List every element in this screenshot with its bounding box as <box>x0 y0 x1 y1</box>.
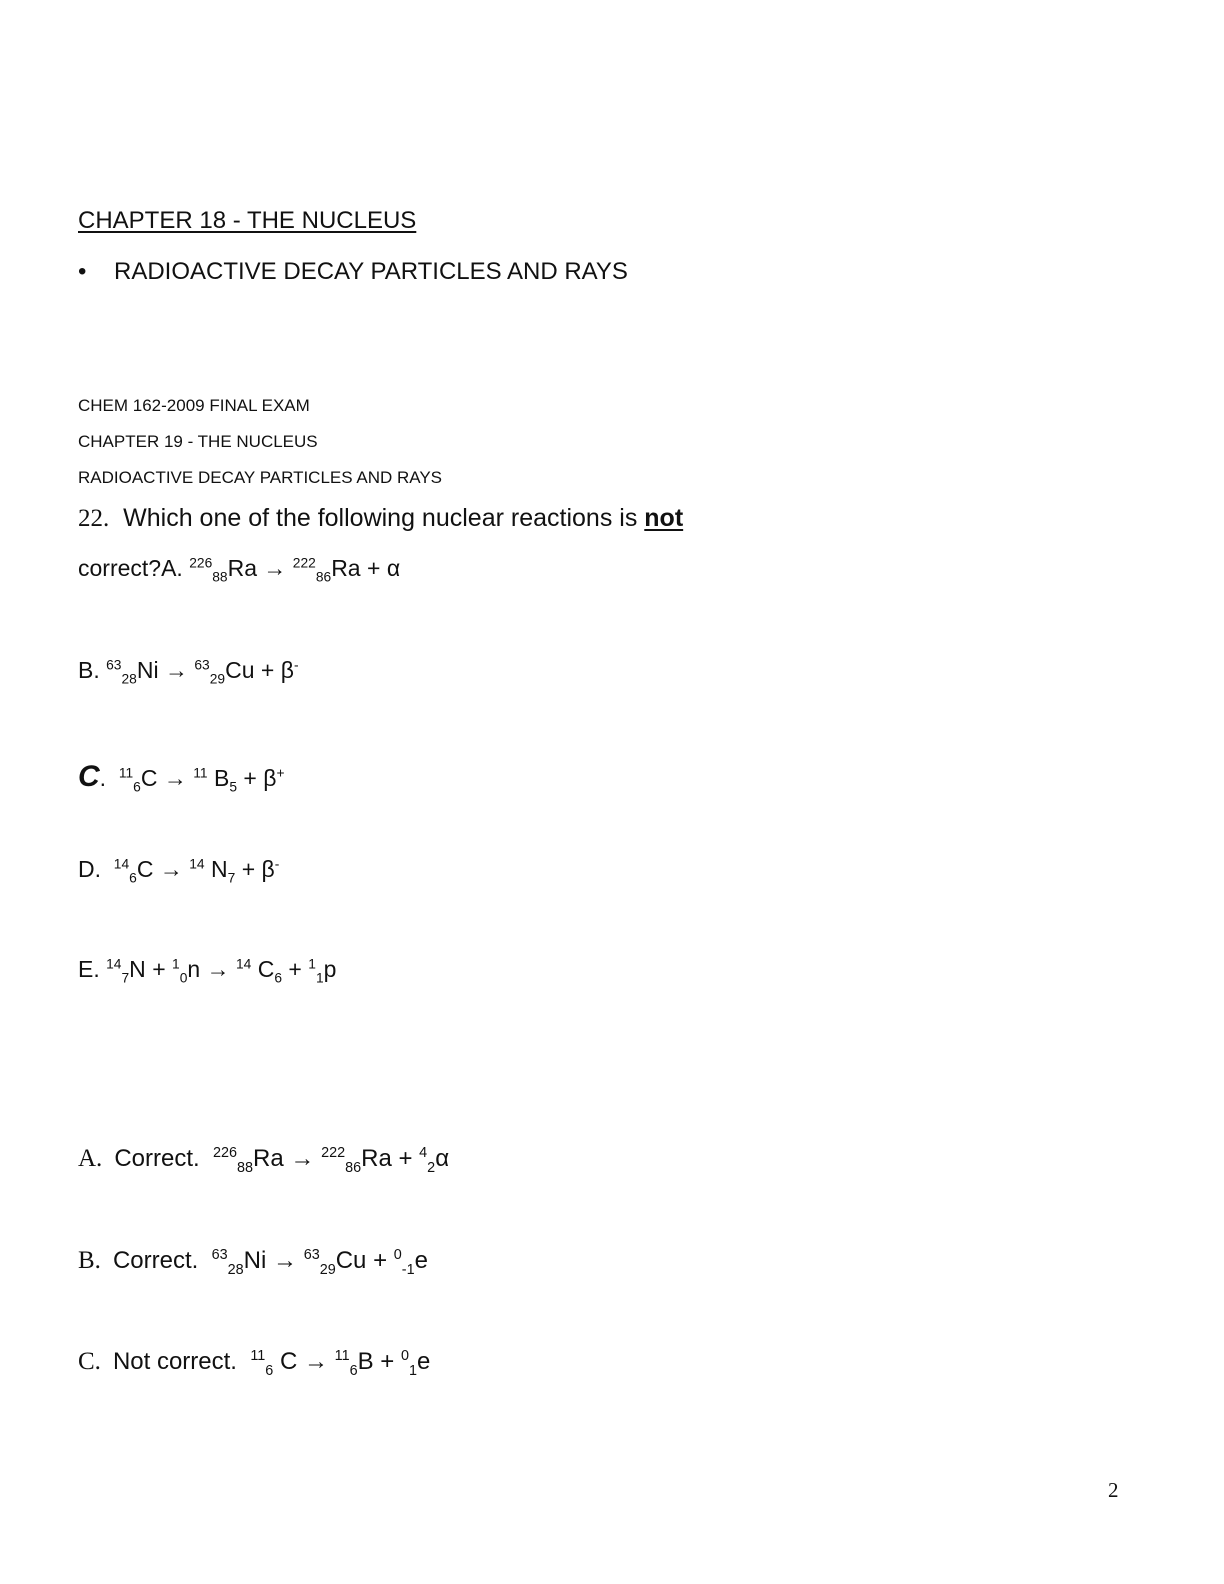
mass-number: 11 <box>193 765 208 781</box>
atomic-number: 29 <box>319 1261 336 1278</box>
element-symbol: p <box>323 956 337 982</box>
element-symbol: B <box>357 1348 374 1375</box>
mass-number: 63 <box>303 1247 320 1263</box>
atomic-number: 7 <box>227 870 236 886</box>
particle-symbol: β <box>263 765 277 791</box>
answer-verdict: Not correct. <box>112 1348 237 1375</box>
element-symbol: Cu <box>225 657 255 683</box>
particle-symbol: α <box>386 555 401 581</box>
arrow-icon: → <box>163 765 187 791</box>
element-symbol: B <box>213 765 230 791</box>
atomic-number: 1 <box>409 1362 418 1379</box>
option-label: D. <box>78 856 101 882</box>
atomic-number: 7 <box>121 970 130 986</box>
mass-number: 63 <box>194 657 210 673</box>
question-22 <box>78 504 683 533</box>
element-symbol: Ra <box>331 555 361 581</box>
element-symbol: C <box>140 765 158 791</box>
mass-number: 11 <box>250 1348 266 1364</box>
mass-number: 1 <box>172 956 180 972</box>
plus-sign: + <box>380 1348 395 1375</box>
answer-a <box>78 1145 450 1176</box>
element-symbol: C <box>279 1348 298 1375</box>
plus-sign: + <box>241 856 256 882</box>
element-symbol: N <box>210 856 228 882</box>
option-label: A. <box>161 555 183 581</box>
mass-number: 222 <box>292 555 316 571</box>
chapter-title: CHAPTER 18 - THE NUCLEUS <box>78 207 417 234</box>
mass-number: 226 <box>189 555 213 571</box>
atomic-number: 6 <box>349 1362 358 1379</box>
element-symbol: n <box>187 956 201 982</box>
particle-symbol: e <box>414 1247 428 1274</box>
element-symbol: Cu <box>335 1247 367 1274</box>
element-symbol: Ra <box>227 555 258 581</box>
answer-label: A. <box>78 1145 103 1172</box>
atomic-number: 28 <box>227 1261 244 1278</box>
arrow-icon: → <box>206 956 230 982</box>
bullet-dot: • <box>78 258 87 285</box>
answer-label: C. <box>78 1348 101 1375</box>
arrow-icon: → <box>273 1247 298 1274</box>
atomic-number: 88 <box>212 569 228 585</box>
atomic-number: 6 <box>274 970 283 986</box>
option-d <box>78 856 280 886</box>
plus-sign: + <box>373 1247 388 1274</box>
option-a <box>78 555 401 585</box>
atomic-number: 1 <box>315 970 324 986</box>
mass-number: 0 <box>393 1247 402 1263</box>
answer-label: B. <box>78 1247 101 1274</box>
plus-sign: + <box>366 555 381 581</box>
question-number: 22. <box>78 505 110 532</box>
atomic-number: 6 <box>129 870 137 886</box>
page-number: 2 <box>1108 1478 1119 1502</box>
mass-number: 4 <box>419 1145 428 1161</box>
mass-number: 222 <box>321 1145 346 1161</box>
answer-verdict: Correct. <box>112 1247 199 1274</box>
answer-b <box>78 1247 428 1278</box>
plus-sign: + <box>398 1145 413 1172</box>
particle-symbol: β <box>261 856 275 882</box>
option-label: E. <box>78 956 100 982</box>
plus-sign: + <box>152 956 166 982</box>
particle-symbol: β <box>280 657 294 683</box>
question-emphasis: not <box>644 504 684 532</box>
option-dot: . <box>99 765 107 791</box>
mass-number: 14 <box>113 856 130 872</box>
atomic-number: 88 <box>237 1159 254 1176</box>
particle-symbol: α <box>435 1145 450 1172</box>
plus-sign: + <box>260 657 275 683</box>
source-line-chapter: CHAPTER 19 - THE NUCLEUS <box>78 432 318 451</box>
mass-number: 63 <box>106 657 122 673</box>
arrow-icon: → <box>164 657 188 683</box>
atomic-number: 28 <box>121 671 137 687</box>
mass-number: 63 <box>211 1247 228 1263</box>
bullet-item <box>78 258 628 286</box>
element-symbol: Ra <box>361 1145 392 1172</box>
answer-verdict: Correct. <box>114 1145 200 1172</box>
element-symbol: C <box>136 856 154 882</box>
mass-number: 14 <box>235 956 252 972</box>
atomic-number: 6 <box>265 1362 274 1379</box>
option-c <box>78 760 285 794</box>
bullet-text: RADIOACTIVE DECAY PARTICLES AND RAYS <box>114 258 628 285</box>
plus-sign: + <box>243 765 257 791</box>
mass-number: 14 <box>189 856 205 872</box>
atomic-number: 6 <box>133 779 141 795</box>
source-line-topic: RADIOACTIVE DECAY PARTICLES AND RAYS <box>78 468 443 487</box>
atomic-number: 0 <box>179 970 188 986</box>
atomic-number: 2 <box>427 1159 436 1176</box>
arrow-icon: → <box>290 1145 315 1172</box>
particle-charge: - <box>274 856 280 872</box>
particle-charge: - <box>293 657 299 673</box>
mass-number: 11 <box>334 1348 350 1364</box>
answer-c <box>78 1348 431 1379</box>
question-continuation: correct? <box>78 555 162 581</box>
mass-number: 14 <box>106 956 122 972</box>
atomic-number: 29 <box>209 671 226 687</box>
option-e <box>78 956 337 986</box>
question-text: Which one of the following nuclear reactions is <box>123 504 638 532</box>
arrow-icon: → <box>303 1348 328 1375</box>
option-label: C <box>78 760 100 793</box>
mass-number: 1 <box>308 956 316 972</box>
atomic-number: 86 <box>315 569 332 585</box>
option-label: B. <box>78 657 100 683</box>
mass-number: 0 <box>400 1348 409 1364</box>
atomic-number: 5 <box>229 779 238 795</box>
plus-sign: + <box>288 956 302 982</box>
atomic-number: -1 <box>401 1261 415 1278</box>
arrow-icon: → <box>159 856 183 882</box>
arrow-icon: → <box>263 555 287 581</box>
option-b <box>78 657 299 687</box>
particle-symbol: e <box>417 1348 431 1375</box>
source-line-exam: CHEM 162-2009 FINAL EXAM <box>78 396 310 415</box>
particle-charge: + <box>276 765 285 781</box>
mass-number: 226 <box>213 1145 238 1161</box>
atomic-number: 86 <box>345 1159 362 1176</box>
element-symbol: N <box>129 956 146 982</box>
mass-number: 11 <box>118 765 134 781</box>
element-symbol: C <box>257 956 275 982</box>
element-symbol: Ni <box>243 1247 267 1274</box>
element-symbol: Ra <box>253 1145 284 1172</box>
element-symbol: Ni <box>136 657 159 683</box>
